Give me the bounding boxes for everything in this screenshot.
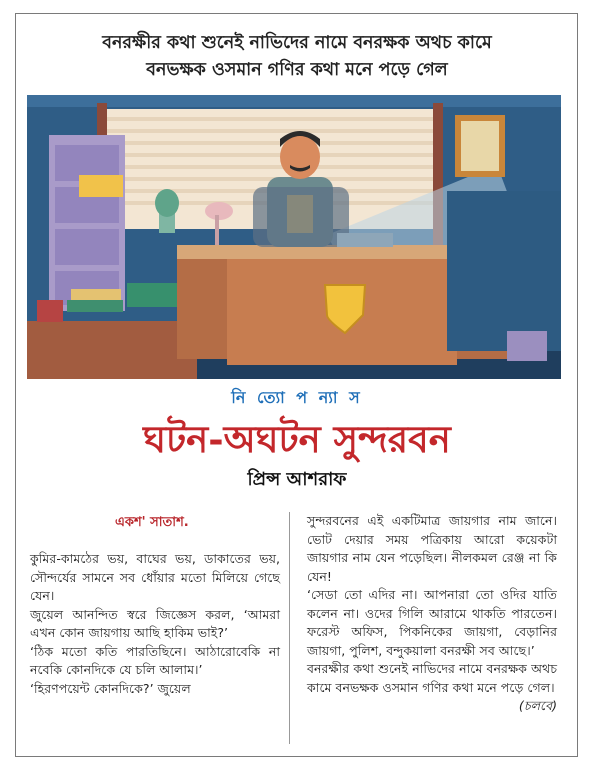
paragraph: কুমির-কামঠের ভয়, বাঘের ভয়, ডাকাতের ভয়, সৌন্দর্যের সামনে সব ধোঁয়ার মতো মিলিয়ে গেছে যেন। [30, 551, 280, 603]
office-scene [27, 95, 561, 379]
paragraph-text: বনরক্ষীর কথা শুনেই নাভিদের নামে বনরক্ষক অথচ কামে বনভক্ষক ওসমান গণির কথা মনে পড়ে গেল। [307, 661, 557, 695]
column-divider [289, 512, 290, 744]
paragraph [307, 660, 557, 713]
paragraph: ‘সেডা তো এদির না। আপনারা তো ওদির যাতি কলেন না। ওদের গিলি আরামে থাকতি পারতেন। ফরেস্ট অফিস, পিকনিকের জায়গা, বেড়ানির জায়গা, পুলিশ, বন্দুকয়ালা বনরক্ষী সব আছে।’ [307, 587, 557, 658]
right-column [307, 512, 557, 716]
kicker: নি ত্যো প ন্যা স [231, 388, 363, 407]
books [67, 300, 123, 312]
paragraph: ‘হিরণপয়েন্ট কোনদিকে?’ জুয়েল [30, 680, 191, 696]
paragraph: সুন্দরবনের এই একটিমাত্র জায়গার নাম জানে। ভোট দেয়ার সময় পত্রিকায় আরো কয়েকটা জায়গার নাম যেন পড়েছিল। নীলকমল রেঞ্জ না কি যেন! [307, 513, 557, 584]
headline-line-1: বনরক্ষীর কথা শুনেই নাভিদের নামে বনরক্ষক অথচ কামে [102, 33, 492, 53]
paragraph: জুয়েল আনন্দিত স্বরে জিজ্ঞেস করল, ‘আমরা এখন কোন জায়গায় আছি হাকিম ভাই?’ [30, 606, 280, 640]
chapter-label: একশ' সাতাশ. [115, 515, 189, 530]
continued-label: (চলবে) [518, 698, 557, 713]
left-column [30, 550, 280, 698]
byline: প্রিন্স আশরাফ [247, 469, 347, 490]
paragraph: ‘ঠিক মতো কতি পারতিছিনে। আঠারোবেকি না নবেকি কোনদিকে যে চলি আলাম।’ [30, 643, 280, 677]
office-illustration [27, 95, 561, 379]
headline [30, 30, 564, 84]
headline-line-2: বনভক্ষক ওসমান গণির কথা মনে পড়ে গেল [146, 60, 448, 80]
title: ঘটন-অঘটন সুন্দরবন [143, 417, 451, 461]
